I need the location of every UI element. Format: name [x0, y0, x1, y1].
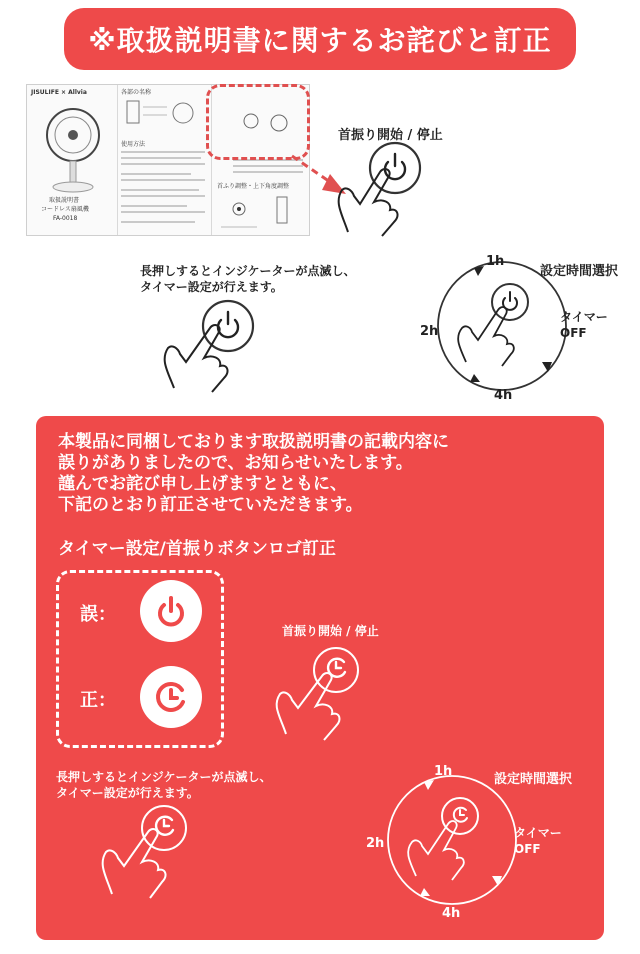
longpress-text-panel-2: タイマー設定が行えます。: [56, 786, 199, 800]
timer-select-label-top: 設定時間選択: [540, 264, 619, 279]
manual-brand: JISULIFE × Allvia: [31, 89, 87, 96]
timer-off-panel-1: タイマー: [514, 826, 562, 840]
timer-off-panel-2: OFF: [514, 842, 541, 856]
manual-section-3: 首ふり調整・上下角度調整: [217, 183, 290, 190]
timer-2h-panel: 2h: [366, 836, 385, 851]
right-label: 正：: [80, 690, 116, 711]
timer-select-label-panel: 設定時間選択: [494, 772, 573, 787]
panel-heading: タイマー設定/首振りボタンロゴ訂正: [58, 539, 336, 559]
timer-2h-top: 2h: [420, 324, 439, 339]
timer-1h-top: 1h: [486, 254, 505, 269]
banner-title: ※取扱説明書に関するお詫びと訂正: [64, 8, 576, 70]
timer-off-top-2: OFF: [560, 326, 587, 340]
manual-model: FA-0018: [53, 215, 78, 222]
timer-4h-top: 4h: [494, 388, 513, 403]
swing-label-panel: 首振り開始 / 停止: [282, 624, 379, 638]
longpress-text-panel-1: 長押しするとインジケーターが点滅し、: [56, 770, 272, 784]
intro-line-1: 本製品に同梱しております取扱説明書の記載内容に: [58, 432, 449, 452]
timer-off-top-1: タイマー: [560, 310, 608, 324]
intro-line-4: 下記のとおり訂正させていただきます。: [58, 495, 363, 515]
timer-4h-panel: 4h: [442, 906, 461, 921]
swing-label-top: 首振り開始 / 停止: [338, 128, 443, 143]
manual-section-1: 各部の名称: [121, 89, 152, 96]
timer-1h-panel: 1h: [434, 764, 453, 779]
manual-cover-title: 取扱説明書: [49, 197, 80, 204]
longpress-text-top-2: タイマー設定が行えます。: [140, 280, 283, 294]
intro-line-2: 誤りがありましたので、お知らせいたします。: [58, 453, 413, 473]
manual-cover-subtitle: コードレス扇風機: [41, 206, 89, 213]
wrong-label: 誤：: [80, 604, 116, 625]
intro-line-3: 謹んでお詫び申し上げますとともに、: [58, 474, 347, 494]
manual-section-2: 使用方法: [121, 141, 146, 148]
longpress-text-top-1: 長押しするとインジケーターが点滅し、: [140, 264, 356, 278]
